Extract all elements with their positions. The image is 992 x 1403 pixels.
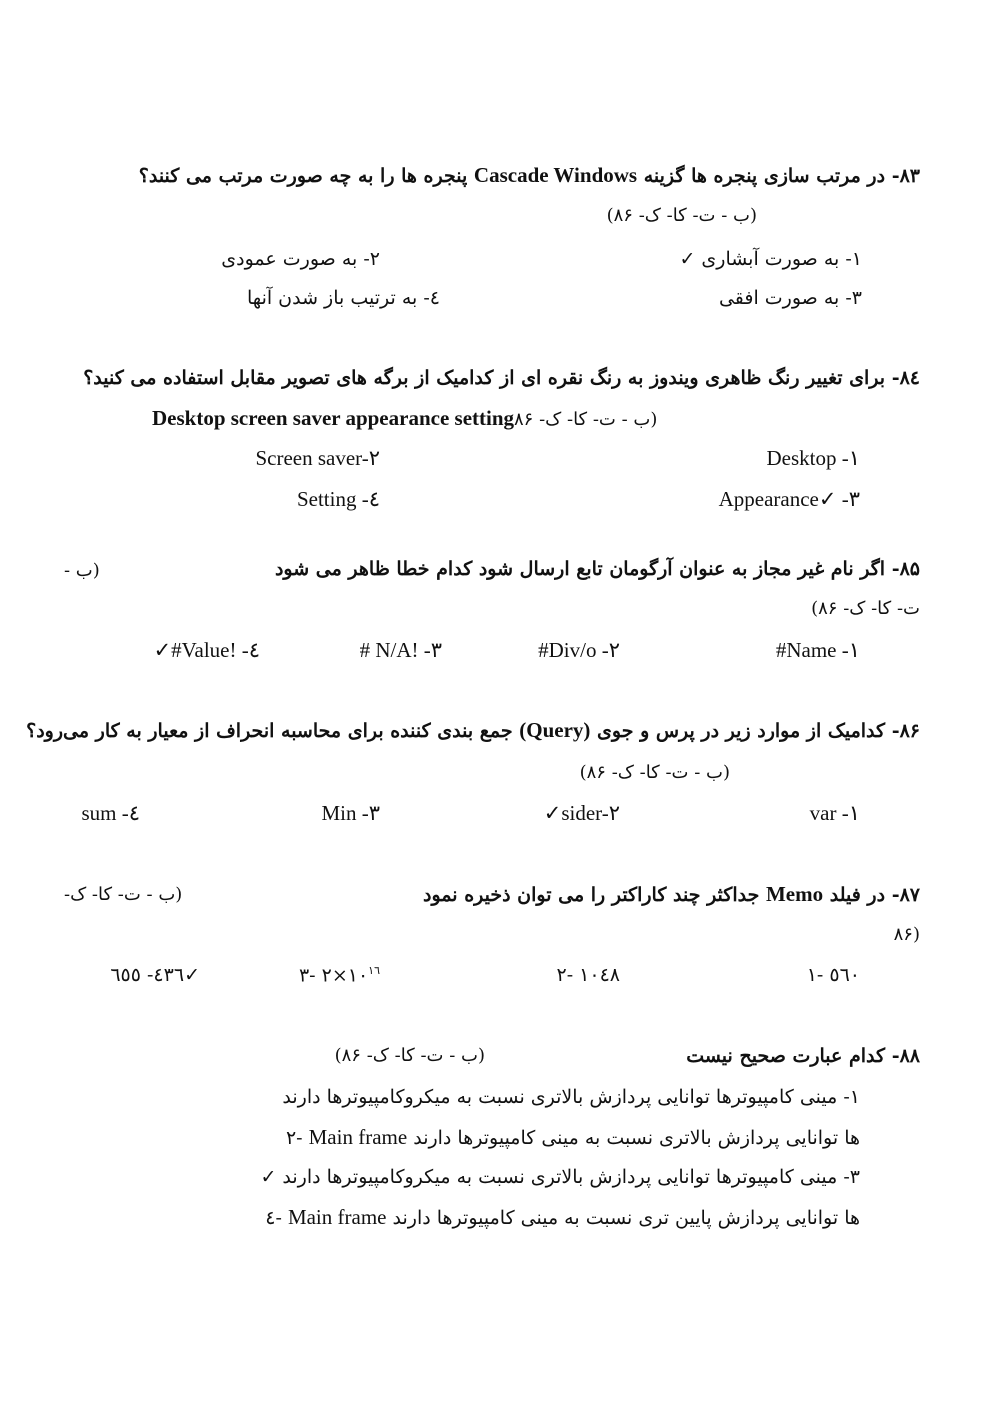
question-source: (ب -: [64, 560, 100, 581]
option-3: Appearance✓ -۳: [718, 487, 860, 511]
question-term: Cascade Windows: [473, 163, 638, 187]
question-88: [686, 1045, 920, 1067]
option-term: Main frame: [308, 1125, 408, 1149]
option-2: [286, 1125, 860, 1150]
question-source: ت- کا- ک- ۸۶): [811, 598, 920, 619]
question-83: [70, 163, 920, 188]
question-number: ۸۳-: [891, 165, 920, 187]
option-2: Screen saver-۲: [255, 446, 380, 470]
option-2: #Div/o -۲: [538, 638, 620, 662]
question-source: (ب - ت- کا- ک- ۸۶): [334, 1045, 485, 1066]
option-4: Setting -٤: [296, 487, 380, 511]
question-source: (ب - ت- کا- ک- ۸۶): [606, 205, 757, 226]
question-text: در مرتب سازی پنجره ها گزینه: [643, 165, 886, 187]
option-4: ٤- به ترتیب باز شدن آنها: [247, 287, 440, 309]
option-1: Desktop -۱: [766, 446, 860, 470]
option-3: ۳- مینی کامپیوترها توانایی پردازش بالاتری نسبت به میکروکامپیوترها دارند ✓: [260, 1166, 860, 1188]
option-1: #Name -۱: [775, 638, 860, 662]
option-prefix: ٤-: [265, 1207, 282, 1229]
option-2: ۲- به صورت عمودی: [221, 248, 380, 270]
option-3: Min -۳: [321, 801, 380, 825]
option-1: ۱- مینی کامپیوترها توانایی پردازش بالاتری نسبت به میکروکامپیوترها دارند: [282, 1086, 860, 1108]
question-source: (ب - ت- کا- ک- ۸۶: [514, 409, 658, 430]
question-source: ۸۶): [893, 924, 920, 945]
question-number: ۸۷-: [891, 884, 920, 906]
option-1: ۱- ٥٦٠: [806, 964, 860, 986]
question-87: [423, 882, 920, 907]
option-term: Main frame: [287, 1205, 387, 1229]
question-number: ۸۶-: [891, 720, 920, 742]
option-text: ها توانایی پردازش پایین تری نسبت به مینی کامپیوترها دارند: [392, 1207, 860, 1229]
question-source-line: [152, 406, 657, 431]
question-text: اگر نام غیر مجاز به عنوان آرگومان تابع ارسال شود کدام خطا ظاهر می شود: [274, 558, 886, 580]
question-number: ۸٤-: [891, 367, 920, 389]
option-4: ٤- ٦٥٥۳٦✓: [110, 964, 200, 986]
option-1: ۱- به صورت آبشاری ✓: [679, 248, 862, 270]
question-number: ۸۸-: [891, 1045, 920, 1067]
question-source: (ب - ت- کا- ک- ۸۶): [579, 762, 730, 783]
option-2: ۲- ۱۰٤۸: [556, 964, 620, 986]
question-source: (ب - ت- کا- ک-: [64, 884, 183, 905]
option-4: ✓#Value! -٤: [153, 638, 260, 662]
question-85: [275, 558, 920, 580]
question-text: کدامیک از موارد زیر در پرس و جوی: [597, 720, 886, 742]
option-4: sum -٤: [81, 801, 140, 825]
question-term: Memo: [765, 882, 824, 906]
option-3: # N/A! -۳: [359, 638, 442, 662]
option-3: ۳- به صورت افقی: [718, 287, 862, 309]
question-text: در فیلد: [829, 884, 886, 906]
option-3: [299, 964, 380, 986]
question-text: کدام عبارت صحیح نیست: [686, 1045, 886, 1067]
question-84: [70, 367, 920, 389]
option-4: [265, 1205, 860, 1230]
option-3-base: ۳- ۲×۱۰: [298, 964, 369, 987]
option-text: ها توانایی پردازش بالاتری نسبت به مینی کامپیوترها دارند: [413, 1127, 860, 1149]
question-term: (Query): [519, 718, 591, 742]
option-2: ✓sider-۲: [543, 801, 620, 825]
question-text: برای تغییر رنگ ظاهری ویندوز به رنگ نقره ای از کدامیک از برگه های تصویر مقابل استفاده می کنید؟: [83, 367, 886, 389]
option-3-exponent: ۱٦: [368, 964, 380, 977]
tab-names: Desktop screen saver appearance setting: [152, 406, 515, 430]
question-text: جمع بندی کننده برای محاسبه انحراف از معیار به کار می‌رود؟: [26, 720, 513, 742]
question-86: [26, 718, 920, 743]
question-number: ۸۵-: [891, 558, 920, 580]
option-prefix: ۲-: [285, 1127, 303, 1149]
option-1: var -۱: [809, 801, 860, 825]
question-text: جداکثر چند کاراکتر را می توان ذخیره نمود: [423, 884, 760, 906]
question-text: پنجره ها را به چه صورت مرتب می کنند؟: [138, 165, 468, 187]
